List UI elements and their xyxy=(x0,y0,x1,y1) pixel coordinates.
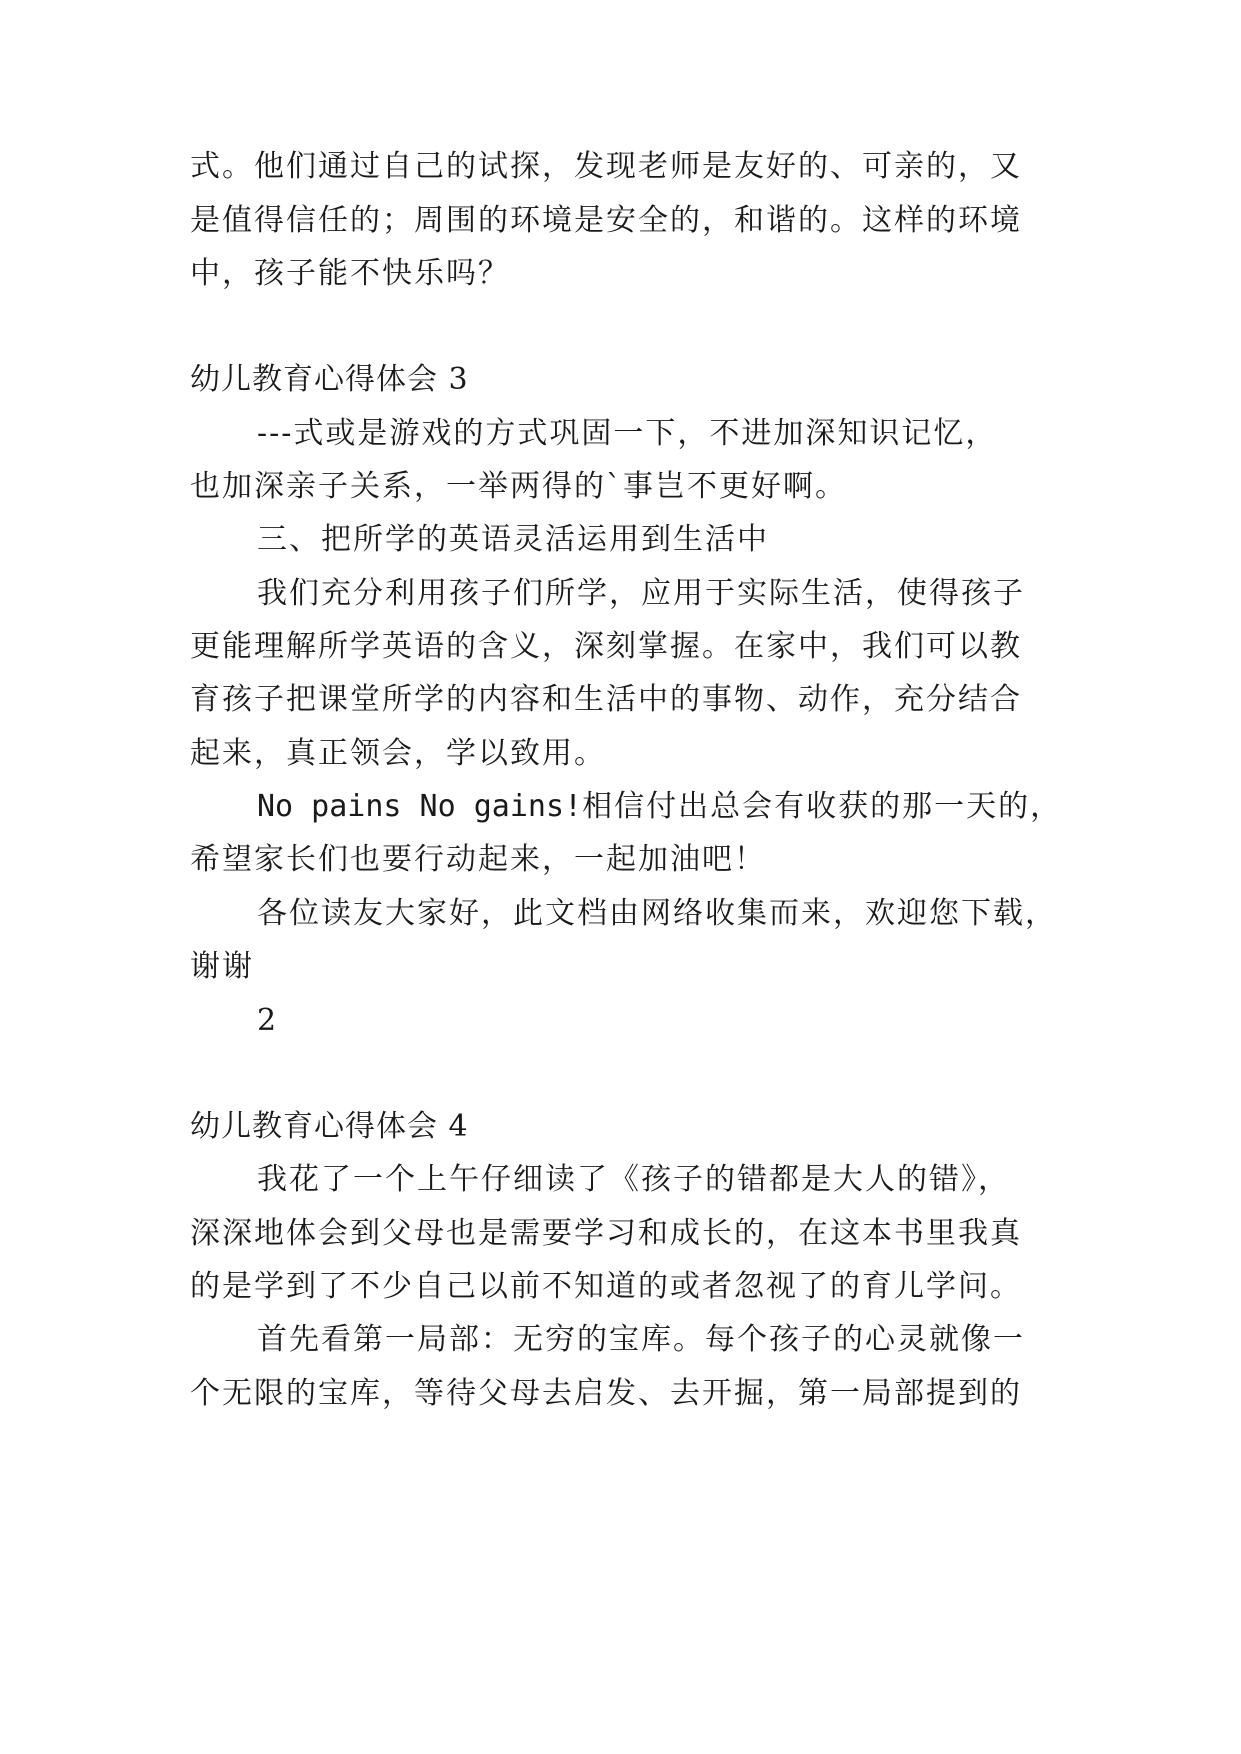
text-line: ---式或是游戏的方式巩固一下，不进加深知识记忆， xyxy=(257,416,998,451)
text-line: 我们充分利用孩子们所学，应用于实际生活，使得孩子 xyxy=(257,576,1025,611)
text-line: 起来，真正领会，学以致用。 xyxy=(190,736,606,771)
text-line: 也加深亲子关系，一举两得的`事岂不更好啊。 xyxy=(190,469,847,504)
text-line: 谢谢 xyxy=(190,949,254,984)
section-heading: 幼儿教育心得体会 3 xyxy=(190,362,469,397)
text-run: 相信付出总会有收获的那一天的， xyxy=(582,789,1063,824)
text-line: 式。他们通过自己的试探，发现老师是友好的、可亲的，又 xyxy=(190,149,1022,184)
subheading: 三、把所学的英语灵活运用到生活中 xyxy=(257,522,769,557)
text-line xyxy=(257,787,1063,827)
text-line: 深深地体会到父母也是需要学习和成长的，在这本书里我真 xyxy=(190,1216,1022,1251)
text-line: 中，孩子能不快乐吗？ xyxy=(190,256,510,291)
text-line: 个无限的宝库，等待父母去启发、去开掘，第一局部提到的 xyxy=(190,1376,1022,1411)
text-line: 育孩子把课堂所学的内容和生活中的事物、动作，充分结合 xyxy=(190,682,1022,717)
page-number: 2 xyxy=(257,1003,279,1038)
text-line: 首先看第一局部：无穷的宝库。每个孩子的心灵就像一 xyxy=(257,1322,1025,1357)
section-heading: 幼儿教育心得体会 4 xyxy=(190,1109,469,1144)
english-phrase: No pains No gains! xyxy=(257,789,583,824)
text-line: 希望家长们也要行动起来，一起加油吧！ xyxy=(190,842,766,877)
text-line: 更能理解所学英语的含义，深刻掌握。在家中，我们可以教 xyxy=(190,629,1022,664)
text-line: 各位读友大家好，此文档由网络收集而来，欢迎您下载， xyxy=(257,896,1057,931)
text-line: 的是学到了不少自己以前不知道的或者忽视了的育儿学问。 xyxy=(190,1269,1022,1304)
text-line: 我花了一个上午仔细读了《孩子的错都是大人的错》， xyxy=(257,1162,1010,1197)
text-line: 是值得信任的；周围的环境是安全的，和谐的。这样的环境 xyxy=(190,203,1022,238)
